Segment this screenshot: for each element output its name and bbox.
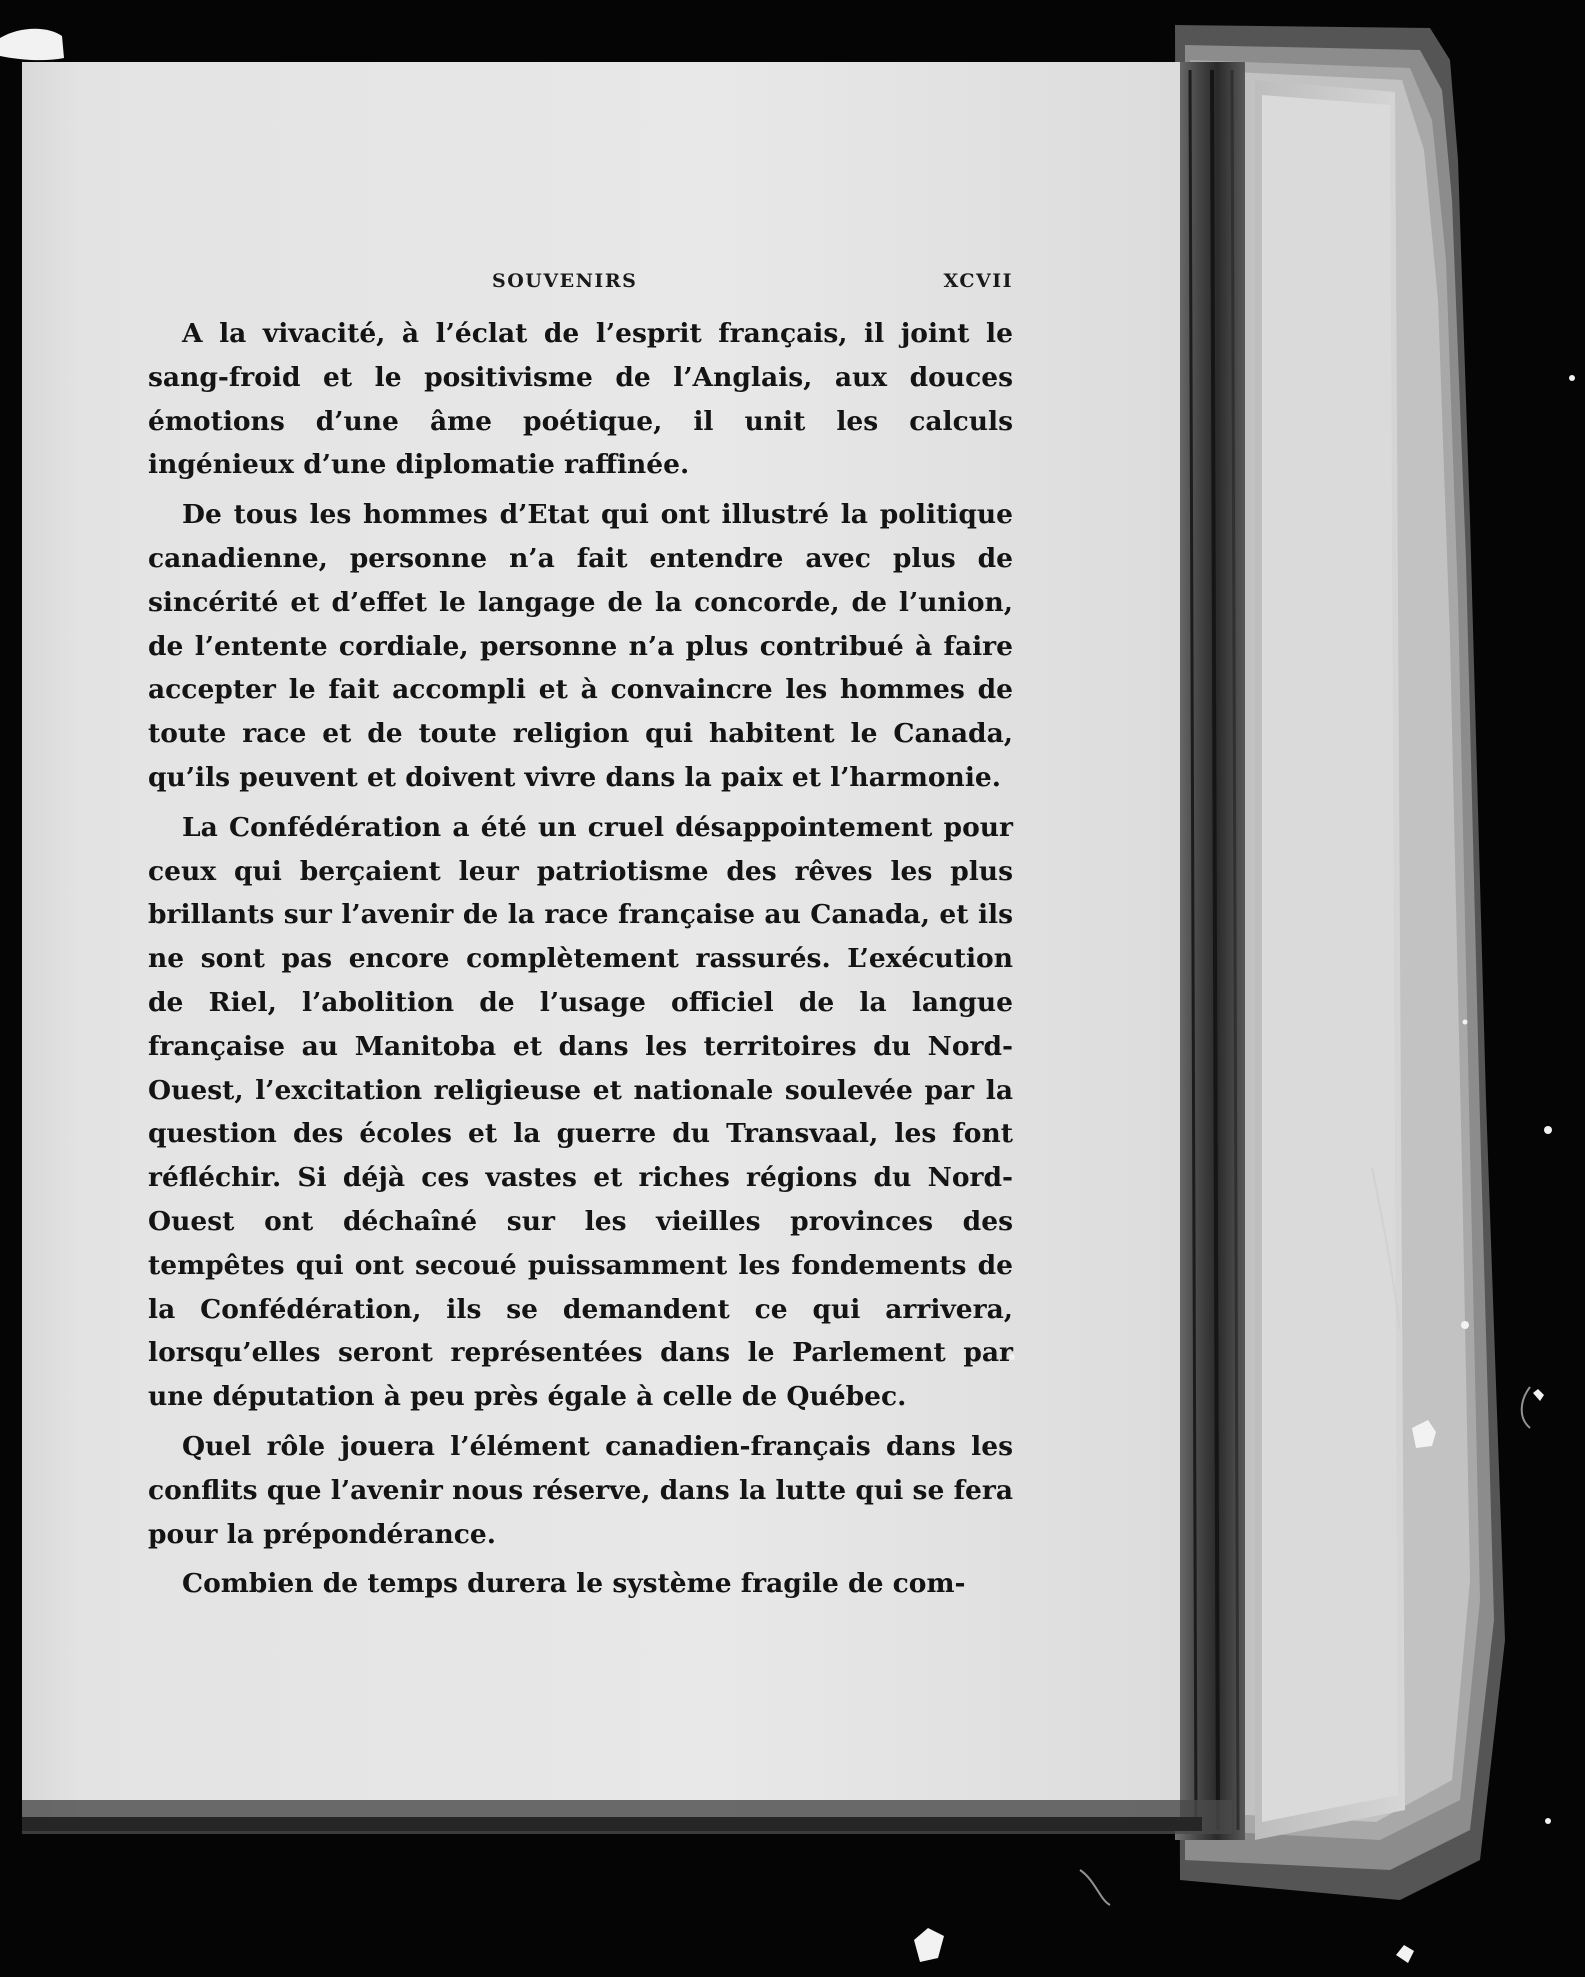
facing-page — [1255, 80, 1405, 1840]
paragraph: Quel rôle jouera l’élément canadien-français dans les conflits que l’avenir nous réserve, dans la lutte qui se fera pour la prépondérance. — [148, 1430, 1013, 1550]
paragraph: De tous les hommes d’Etat qui ont illustré la politique canadienne, personne n’a fait entendre avec plus de sincérité et d’effet le langage de la concorde, de l’union, de l’entente cordiale, personne n’a plus contribué à faire accepter le fait accompli et à convaincre les hommes de toute race et de toute religion qui habitent le Canada, qu’ils peuvent et doivent vivre dans la paix et l’harmonie. — [148, 499, 1013, 793]
paragraph: La Confédération a été un cruel désappointement pour ceux qui berçaient leur patriotisme des rêves les plus brillants sur l’avenir de la race française au Canada, et ils ne sont pas encore complètement rassurés. L’exécution de Riel, l’abolition de l’usage officiel de la langue française au Manitoba et dans les territoires du Nord-Ouest, l’excitation religieuse et nationale soulevée par la question des écoles et la guerre du Transvaal, les font réfléchir. Si déjà ces vastes et riches régions du Nord-Ouest ont déchaîné sur les vieilles provinces des tempêtes qui ont secoué puissamment les fondements de la Confédération, ils se demandent ce qui arrivera, lorsqu’elles seront représentées dans le Parlement par une députation à peu près égale à celle de Québec. — [148, 811, 1013, 1413]
page-number: XCVII — [943, 270, 1013, 292]
page-text-block — [148, 266, 1013, 1612]
running-head — [148, 266, 1013, 296]
running-head-title: SOUVENIRS — [492, 270, 638, 292]
paragraph: Combien de temps durera le système fragile de com- — [182, 1568, 966, 1600]
paragraph: A la vivacité, à l’éclat de l’esprit français, il joint le sang-froid et le positivisme de l’Anglais, aux douces émotions d’une âme poétique, il unit les calculs ingénieux d’une diplomatie raffinée. — [148, 318, 1013, 481]
